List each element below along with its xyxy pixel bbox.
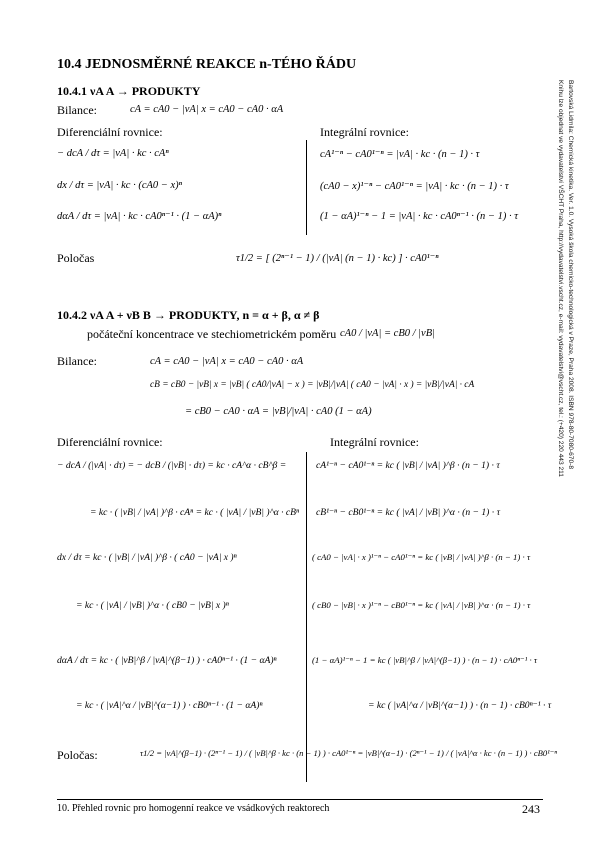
int2-label: Integrální rovnice: <box>330 435 419 449</box>
section-title: 10.4 JEDNOSMĚRNÉ REAKCE n-TÉHO ŘÁDU <box>57 57 357 72</box>
bilance2-eq-3: = cB0 − cA0 · αA = |νB|/|νA| · cA0 (1 − αA) <box>185 406 372 417</box>
bilance2-label: Bilance: <box>57 354 97 368</box>
int2-eq-6: = kc ( |νA|^α / |νB|^(α−1) ) · (n − 1) · cB0ⁿ⁻¹ · τ <box>368 700 552 711</box>
side-note-line-2: Knihu lze objednat ve vydavatelství VŠCHT Praha, http://vydavatelstvi.vscht.cz, e-mail: vydavatelstvi@vscht.cz, tel.: (+420) 220 443 211 <box>557 80 564 477</box>
int2-eq-5: (1 − αA)¹⁻ⁿ − 1 = kc ( |νB|^β / |νA|^(β−1) ) · (n − 1) · cA0ⁿ⁻¹ · τ <box>312 655 538 665</box>
int-label: Integrální rovnice: <box>320 125 409 139</box>
bilance2-eq-2: cB = cB0 − |νB| x = |νB| ( cA0/|νA| − x ) = |νB|/|νA| ( cA0 − |νA| · x ) = |νB|/|νA| · cA <box>150 380 475 390</box>
stoich-equation: cA0 / |νA| = cB0 / |νB| <box>340 328 436 339</box>
bilance-equation: cA = cA0 − |νA| x = cA0 − cA0 · αA <box>130 104 284 115</box>
polocas2-equation: τ1/2 = |νA|^(β−1) · (2ⁿ⁻¹ − 1) / ( |νB|^β · kc · (n − 1) ) · cA0¹⁻ⁿ = |νB|^(α−1) · (2ⁿ⁻¹ − 1) / ( |νA|^α · kc · (n − 1) ) · cB0¹⁻ⁿ <box>140 748 558 758</box>
page-number: 243 <box>522 802 540 816</box>
diff2-eq-2: = kc · ( |νB| / |νA| )^β · cAⁿ = kc · ( |νA| / |νB| )^α · cBⁿ <box>90 507 300 518</box>
column-divider <box>306 140 307 235</box>
footer-rule <box>57 799 543 800</box>
polocas-equation: τ1/2 = [ (2ⁿ⁻¹ − 1) / (|νA| (n − 1) · kc) ] · cA0¹⁻ⁿ <box>236 253 439 264</box>
diff-eq-3: dαA / dτ = |νA| · kc · cA0ⁿ⁻¹ · (1 − αA)ⁿ <box>57 211 222 222</box>
int-eq-1: cA¹⁻ⁿ − cA0¹⁻ⁿ = |νA| · kc · (n − 1) · τ <box>320 149 480 160</box>
diff2-eq-6: = kc · ( |νA|^α / |νB|^(α−1) ) · cB0ⁿ⁻¹ · (1 − αA)ⁿ <box>76 700 263 711</box>
bilance2-eq-1: cA = cA0 − |νA| x = cA0 − cA0 · αA <box>150 356 304 367</box>
int2-eq-1: cA¹⁻ⁿ − cA0¹⁻ⁿ = kc ( |νB| / |νA| )^β · (n − 1) · τ <box>316 460 500 471</box>
subsection-heading-10-4-1: 10.4.1 νA A → PRODUKTY <box>57 84 201 98</box>
bilance-label: Bilance: <box>57 103 97 117</box>
diff2-eq-4: = kc · ( |νA| / |νB| )^α · ( cB0 − |νB| x )ⁿ <box>76 600 229 611</box>
diff-eq-1: − dcA / dτ = |νA| · kc · cAⁿ <box>57 148 169 159</box>
int2-eq-2: cB¹⁻ⁿ − cB0¹⁻ⁿ = kc ( |νA| / |νB| )^α · (n − 1) · τ <box>316 507 501 518</box>
side-note-line-1: Bartovská Lidmila: Chemická kinetika. Ver. 1.0. Vysoká škola chemicko-technologická v Praze, Praha 2008. ISBN 978-80-7080-670-8 <box>567 80 574 469</box>
subsection-heading-10-4-2: 10.4.2 νA A + νB B → PRODUKTY, n = α + β, α ≠ β <box>57 308 320 322</box>
int-eq-3: (1 − αA)¹⁻ⁿ − 1 = |νA| · kc · cA0ⁿ⁻¹ · (n − 1) · τ <box>320 211 518 222</box>
polocas-label: Poločas <box>57 251 95 265</box>
side-note <box>557 80 580 580</box>
column-divider-2 <box>306 452 307 782</box>
int2-eq-3: ( cA0 − |νA| · x )¹⁻ⁿ − cA0¹⁻ⁿ = kc ( |νB| / |νA| )^β · (n − 1) · τ <box>312 552 531 562</box>
footer-text: 10. Přehled rovnic pro homogenní reakce ve vsádkových reaktorech <box>57 803 330 814</box>
diff-label: Diferenciální rovnice: <box>57 125 163 139</box>
diff2-eq-3: dx / dτ = kc · ( |νB| / |νA| )^β · ( cA0 − |νA| x )ⁿ <box>57 552 237 563</box>
diff2-eq-5: dαA / dτ = kc · ( |νB|^β / |νA|^(β−1) ) · cA0ⁿ⁻¹ · (1 − αA)ⁿ <box>57 655 277 666</box>
int-eq-2: (cA0 − x)¹⁻ⁿ − cA0¹⁻ⁿ = |νA| · kc · (n − 1) · τ <box>320 181 509 192</box>
diff2-eq-1: − dcA / (|νA| · dτ) = − dcB / (|νB| · dτ) = kc · cA^α · cB^β = <box>57 460 287 471</box>
diff-eq-2: dx / dτ = |νA| · kc · (cA0 − x)ⁿ <box>57 180 182 191</box>
int2-eq-4: ( cB0 − |νB| · x )¹⁻ⁿ − cB0¹⁻ⁿ = kc ( |νA| / |νB| )^α · (n − 1) · τ <box>312 600 531 610</box>
polocas2-label: Poločas: <box>57 748 98 762</box>
diff2-label: Diferenciální rovnice: <box>57 435 163 449</box>
stoich-text: počáteční koncentrace ve stechiometrickém poměru <box>87 327 337 341</box>
